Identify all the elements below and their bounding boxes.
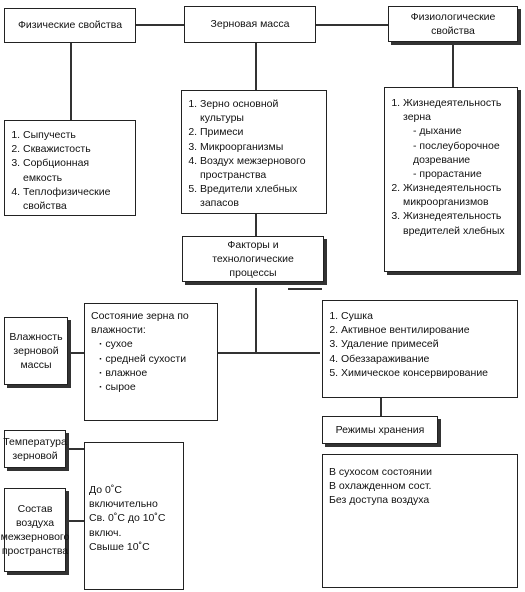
air-composition-title-text: Состав воздуха межзернового пространства (0, 502, 70, 558)
physiological-properties-list (384, 87, 518, 272)
temperature-title (4, 430, 66, 468)
grain-state-title: Состояние зерна по влажности: (91, 310, 189, 337)
list-item: 1. Сыпучесть (23, 128, 131, 142)
list-item: 4. Обеззараживание (341, 352, 513, 366)
connector-factors-processes (288, 288, 322, 290)
connector-moisture-state (68, 352, 84, 354)
sub-list-item: - прорастание (413, 167, 513, 181)
list-item: 2. Активное вентилирование (341, 323, 513, 337)
physical-properties-title (4, 8, 136, 43)
grain-mass-title (184, 6, 316, 43)
sub-list-item: - дыхание (413, 124, 513, 138)
list-item: 4. Теплофизические свойства (23, 185, 131, 213)
list-item: До 0˚С включительно (89, 484, 158, 511)
list-item: 3. Микроорганизмы (200, 140, 322, 154)
list-item: 2. Жизнедеятельность микроорганизмов (403, 181, 513, 209)
list-item: 3. Сорбционная емкость (23, 156, 131, 184)
moisture-title-text: Влажность зерновой массы (9, 330, 63, 372)
sub-list-item: - послеуборочное дозревание (413, 139, 513, 167)
connector-physical-grain (136, 24, 184, 26)
air-composition-title (0, 488, 70, 572)
physical-properties-title-text: Физические свойства (17, 19, 123, 32)
list-item: 2. Скважистость (23, 142, 131, 156)
list-item: Без доступа воздуха (329, 494, 430, 507)
list-item-text: Жизнедеятельность зерна (403, 97, 502, 124)
list-item: В сухосом состоянии (329, 466, 432, 478)
processes-list (322, 300, 518, 398)
connector-factors-down (255, 288, 257, 352)
list-item: 1. Зерно основной культуры (200, 97, 322, 125)
storage-modes-title-text: Режимы хранения (335, 423, 425, 436)
grain-state-list (84, 303, 218, 421)
connector-main-horizontal (218, 352, 320, 354)
factors-title (182, 236, 324, 282)
connector-processes-storage (380, 398, 382, 416)
storage-modes-list (322, 454, 518, 588)
connector-physiological-down (452, 42, 454, 87)
list-item: Св. 0˚С до 10˚С (89, 512, 166, 525)
physical-properties-list (4, 120, 136, 216)
connector-composition-factors (255, 214, 257, 236)
list-item: В охлажденном сост. (329, 480, 432, 493)
list-item: включ. (89, 526, 122, 539)
connector-physical-down (70, 42, 72, 120)
temperature-title-text: Температура зерновой (3, 435, 67, 462)
temperature-ranges-list (84, 442, 184, 590)
storage-modes-title (322, 416, 438, 444)
physiological-properties-title-text: Физиологические свойства (410, 10, 496, 37)
grain-mass-composition-list (181, 90, 327, 214)
list-item: 5. Химическое консервирование (341, 366, 513, 380)
list-item: 1. Сушка (341, 309, 513, 323)
list-item: 2. Примеси (200, 125, 322, 139)
list-item: 3. Удаление примесей (341, 337, 513, 351)
factors-title-text: Факторы и технологические процессы (212, 238, 294, 280)
moisture-title (4, 317, 68, 385)
list-item: · средней сухости (99, 352, 211, 366)
list-item: 4. Воздух межзернового пространства (200, 154, 322, 182)
connector-grain-down (255, 42, 257, 90)
connector-grain-physiological (315, 24, 388, 26)
list-item (403, 96, 513, 181)
grain-mass-title-text: Зерновая масса (210, 18, 290, 31)
list-item: 3. Жизнедеятельность вредителей хлебных (403, 209, 513, 237)
list-item: · влажное (99, 366, 211, 380)
list-item: · сырое (99, 380, 211, 394)
physiological-properties-title (388, 6, 518, 42)
connector-temp-ranges (66, 448, 84, 450)
list-item: 5. Вредители хлебных запасов (200, 182, 322, 210)
list-item: Свыше 10˚С (89, 540, 150, 553)
list-item: · сухое (99, 337, 211, 351)
